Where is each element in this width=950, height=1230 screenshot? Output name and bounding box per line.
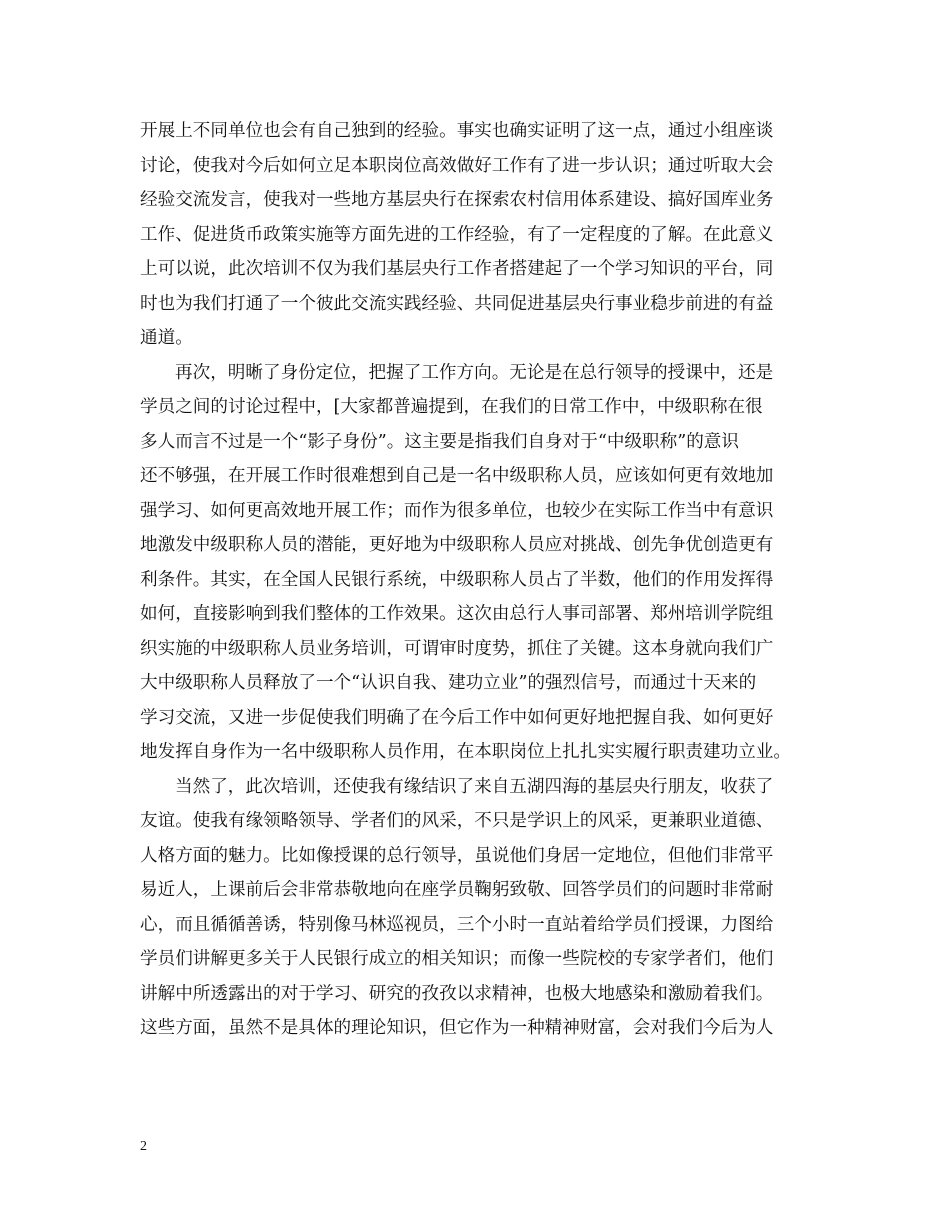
text-line: 工作、促进货币政策实施等方面先进的工作经验，有了一定程度的了解。在此意义	[140, 224, 774, 245]
text-line: 织实施的中级职称人员业务培训，可谓审时度势，抓住了关键。这本身就向我们广	[140, 638, 774, 659]
text-line: 这些方面，虽然不是具体的理论知识，但它作为一种精神财富，会对我们今后为人	[140, 1018, 774, 1038]
paragraph-first-line: 当然了，此次培训，还使我有缘结识了来自五湖四海的基层央行朋友，收获了	[175, 776, 774, 797]
text-line: 友谊。使我有缘领略领导、学者们的风采，不只是学识上的风采，更兼职业道德、	[140, 811, 774, 831]
text-line: 地发挥自身作为一名中级职称人员作用，在本职岗位上扎扎实实履行职责建功立业。	[140, 742, 791, 762]
text-line: 通道。	[140, 328, 193, 348]
text-line: 经验交流发言，使我对一些地方基层央行在探索农村信用体系建设、搞好国库业务	[140, 190, 774, 210]
text-line: 时也为我们打通了一个彼此交流实践经验、共同促进基层央行事业稳步前进的有益	[140, 293, 774, 314]
text-line: 学员们讲解更多关于人民银行成立的相关知识；而像一些院校的专家学者们，他们	[140, 949, 774, 969]
text-line: 如何，直接影响到我们整体的工作效果。这次由总行人事司部署、郑州培训学院组	[140, 604, 774, 624]
text-line: 多人而言不过是一个“影子身份”。这主要是指我们自身对于“中级职称”的意识	[140, 431, 739, 452]
text-line: 强学习、如何更高效地开展工作；而作为很多单位，也较少在实际工作当中有意识	[140, 500, 774, 521]
body-text	[140, 114, 820, 1046]
text-line: 开展上不同单位也会有自己独到的经验。事实也确实证明了这一点，通过小组座谈	[140, 121, 774, 141]
text-line: 心，而且循循善诱，特别像马林巡视员，三个小时一直站着给学员们授课，力图给	[140, 914, 774, 935]
text-line: 地激发中级职称人员的潜能，更好地为中级职称人员应对挑战、创先争优创造更有	[140, 535, 774, 555]
text-line: 学习交流，又进一步促使我们明确了在今后工作中如何更好地把握自我、如何更好	[140, 707, 774, 728]
text-line: 利条件。其实，在全国人民银行系统，中级职称人员占了半数，他们的作用发挥得	[140, 569, 774, 590]
page-number: 2	[140, 1139, 147, 1154]
text-line: 人格方面的魅力。比如像授课的总行领导，虽说他们身居一定地位，但他们非常平	[140, 845, 774, 866]
text-line: 讲解中所透露出的对于学习、研究的孜孜以求精神，也极大地感染和激励着我们。	[140, 983, 774, 1004]
text-line: 大中级职称人员释放了一个“认识自我、建功立业”的强烈信号，而通过十天来的	[140, 673, 757, 693]
text-line: 学员之间的讨论过程中，[大家都普遍提到，在我们的日常工作中，中级职称在很	[140, 397, 763, 417]
text-line: 还不够强，在开展工作时很难想到自己是一名中级职称人员，应该如何更有效地加	[140, 466, 774, 486]
text-line: 讨论，使我对今后如何立足本职岗位高效做好工作有了进一步认识；通过听取大会	[140, 155, 774, 176]
paragraph-first-line: 再次，明晰了身份定位，把握了工作方向。无论是在总行领导的授课中，还是	[175, 362, 774, 383]
text-line: 上可以说，此次培训不仅为我们基层央行工作者搭建起了一个学习知识的平台，同	[140, 259, 774, 279]
text-line: 易近人，上课前后会非常恭敬地向在座学员鞠躬致敬、回答学员们的问题时非常耐	[140, 880, 774, 900]
